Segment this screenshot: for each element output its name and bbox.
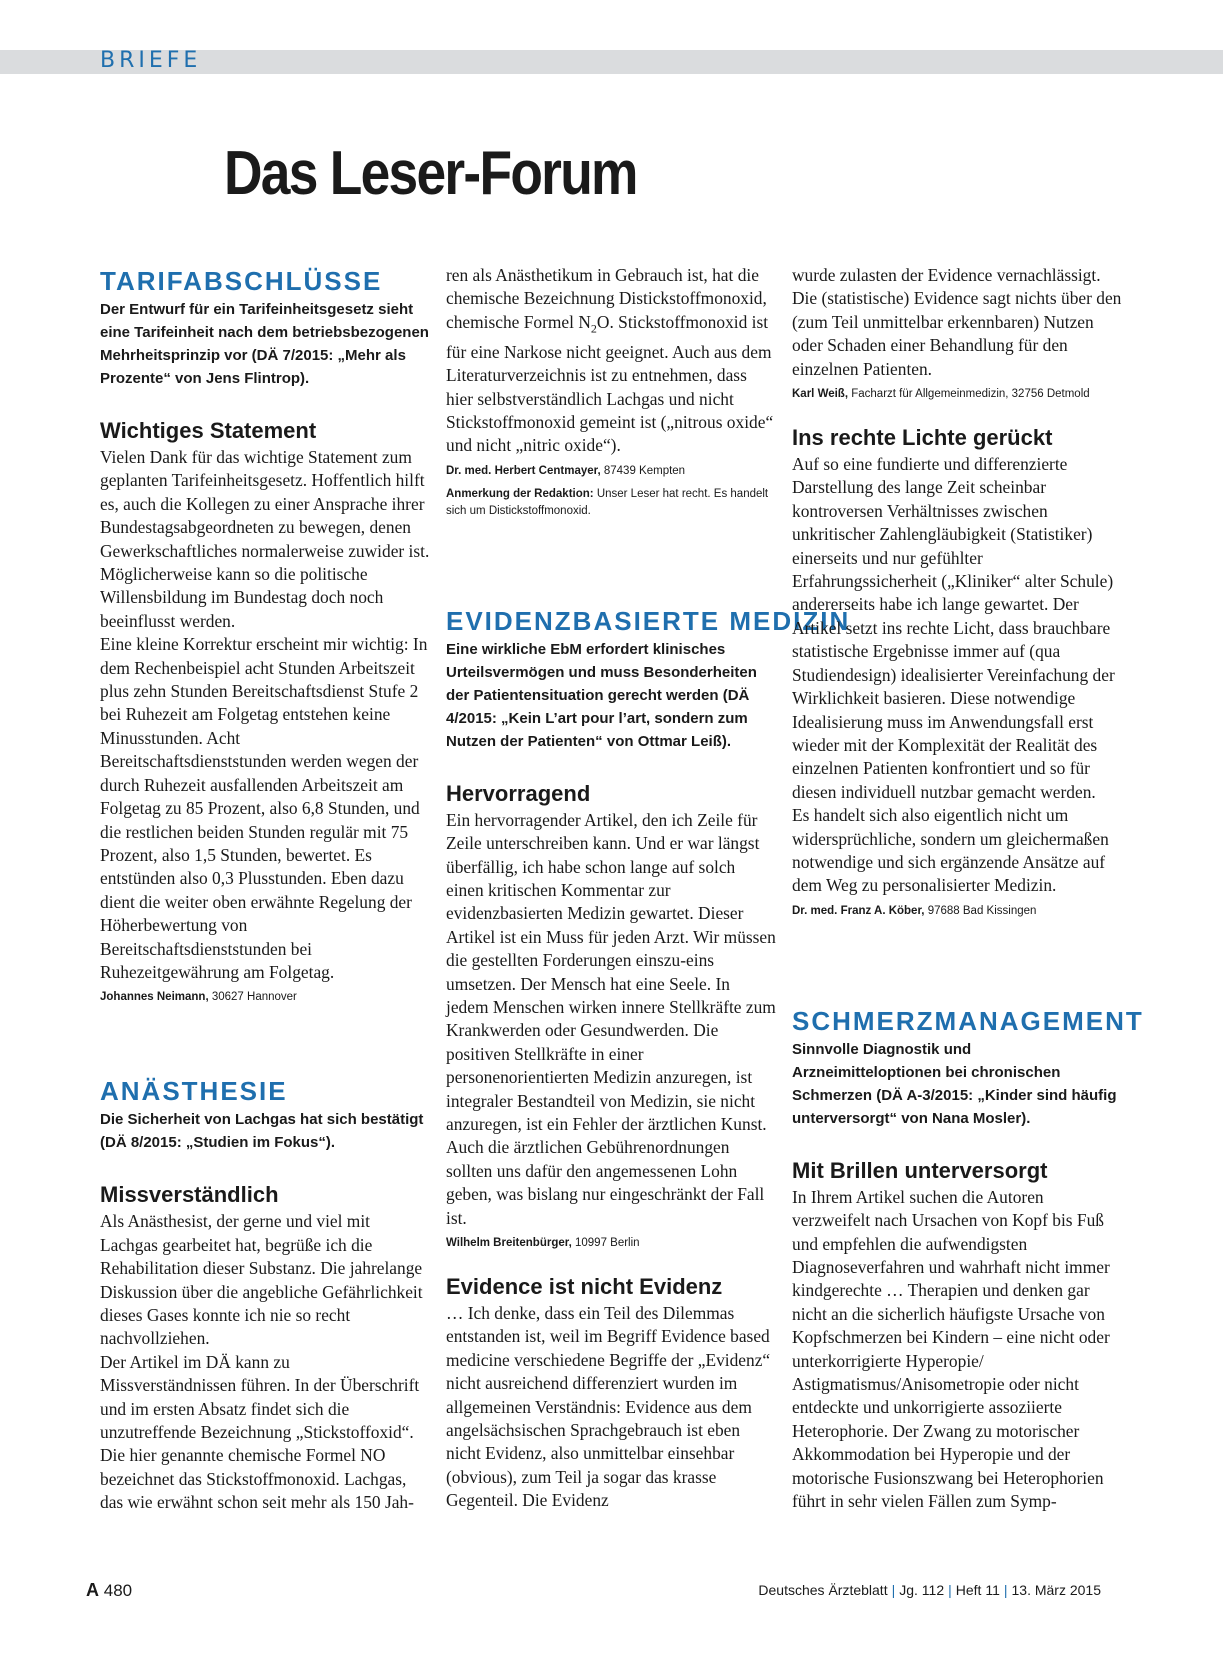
author-name: Dr. med. Franz A. Köber,	[792, 904, 925, 917]
letter-headline: Ins rechte Lichte gerückt	[792, 425, 1053, 451]
page-letter: A	[86, 1580, 99, 1600]
author-name: Karl Weiß,	[792, 388, 849, 401]
author-place: Facharzt für Allgemeinmedizin, 32756 Detmold	[851, 388, 1090, 401]
subscript: 2	[590, 321, 597, 336]
letter-body	[792, 264, 1122, 381]
letter-paragraph: Es handelt sich also eigentlich nicht um widersprüchliche, sondern um gleichermaßen notwendige und sich ergänzende Ansätze auf dem Weg zu personalisierter Medizin.	[792, 805, 1109, 896]
letter-paragraph: wurde zulasten der Evidence vernachlässigt. Die (statistische) Evidence sagt nichts über den (zum Teil unmittelbar erkennbaren) Nutzen oder Schaden einer Behandlung für den einzelnen Patienten.	[792, 265, 1122, 379]
topic-kicker-schmerz: SCHMERZMANAGEMENT	[792, 1005, 1144, 1036]
letter-signature	[100, 988, 430, 1006]
editor-note-label: Anmerkung der Redaktion:	[446, 487, 594, 500]
letter-headline: Mit Brillen unterversorgt	[792, 1157, 1048, 1183]
page-number-value: 480	[103, 1581, 133, 1600]
letter-paragraph: … Ich denke, dass ein Teil des Dilemmas entstanden ist, weil im Begriff Evidence based medicine verschiedene Begriffe der „Evidenz“ nicht ausreichend differenziert wurden im allgemeinen Verständnis: Evidence aus dem angelsächsischen Sprachgebrauch ist eben nicht Evidenz, also unmittelbar einsehbar (obvious), zum Teil ja sogar das krasse Gegenteil. Die Evidenz	[446, 1303, 771, 1511]
topic-kicker-tarif: TARIFABSCHLÜSSE	[100, 266, 383, 296]
letter-signature	[446, 462, 776, 480]
topic-lead-anaesthesie: Die Sicherheit von Lachgas hat sich bestätigt (DÄ 8/2015: „Studien im Fokus“).	[100, 1111, 424, 1152]
letter-paragraph: Auf so eine fundierte und differenzierte Darstellung des lange Zeit scheinbar kontroversen Verhältnisses zwischen unkritischer Zahlengläubigkeit (Statistiker) einerseits und nur gefühlter Erfahrungssicherheit („Kliniker“ alter Schule) andererseits habe ich lange gewartet. Der Artikel setzt ins rechte Licht, dass brauchbare statistische Ergebnisse immer auf (qua Studiendesign) idealisierter Vereinfachung der Wirklichkeit basieren. Diese notwendige Idealisierung muss im Anwendungsfall erst wieder mit der Komplexität der Realität des einzelnen Patienten konfrontiert und so für diesen individuell nutzbar gemacht werden.	[792, 454, 1115, 802]
topic-lead-ebm: Eine wirkliche EbM erfordert klinisches Urteilsvermögen und muss Besonderheiten der Patientensituation gerecht werden (DÄ 4/2015: „Kein L’art pour l’art, sondern zum Nutzen der Patienten“ von Ottmar Leiß).	[446, 640, 757, 750]
letter-body	[100, 446, 430, 984]
letter-paragraph: Der Artikel im DÄ kann zu Missverständnissen führen. In der Überschrift und im ersten Absatz findet sich die unzutreffende Bezeichnung „Stickstoffoxid“. Die hier genannte chemische Formel NO bezeichnet das Stickstoffmonoxid. Lachgas, das wie erwähnt schon seit mehr als 150 Jah-	[100, 1351, 420, 1513]
author-place: 10997 Berlin	[574, 1237, 640, 1250]
topic-kicker-ebm: EVIDENZBASIERTE MEDIZIN	[446, 605, 851, 636]
letter-headline: Missverständlich	[100, 1182, 279, 1208]
letter-headline: Hervorragend	[446, 780, 591, 806]
page-number	[86, 1580, 132, 1601]
letter-body	[446, 809, 776, 1230]
page-title: Das Leser-Forum	[224, 139, 637, 208]
letter-paragraph: In Ihrem Artikel suchen die Autoren verzweifelt nach Ursachen von Kopf bis Fuß und empfehlen die aufwendigsten Diagnoseverfahren und wahrhaft nicht immer kindgerechte … Therapien und denken gar nicht an die sicherlich häufigste Ursache von Kopfschmerzen bei Kindern – eine nicht oder unterkorrigierte Hyperopie/ Astigmatismus/Anisometropie oder nicht entdeckte und unkorrigierte assoziierte Heterophorie. Der Zwang zu motorischer Akkommodation bei Hyperopie und der motorische Fusionszwang bei Heterophorien führt in sehr vielen Fällen zum Symp-	[792, 1186, 1110, 1512]
section-label: BRIEFE	[100, 48, 202, 73]
author-place: 87439 Kempten	[603, 464, 686, 477]
separator: |	[1003, 1582, 1008, 1598]
letter-headline: Wichtiges Statement	[100, 418, 317, 443]
publication-date: 13. März 2015	[1011, 1582, 1101, 1598]
separator: |	[891, 1582, 896, 1598]
letter-paragraph: Vielen Dank für das wichtige Statement zum geplanten Tarifeinheitsgesetz. Hoffentlich hilft es, auch die Kollegen zu einer Ansprache ihrer Bundestagsabgeordneten zu bewegen, denen Gewerkschaftliches normalerweise zuwider ist. Möglicherweise kann so die politische Willensbildung im Bundestag doch noch beeinflusst werden.	[100, 447, 430, 631]
column-3	[792, 264, 1144, 1513]
editor-note-text: Unser Leser hat recht. Es handelt sich um Distickstoffmonoxid.	[446, 487, 769, 517]
journal-name: Deutsches Ärzteblatt	[758, 1582, 888, 1598]
letter-paragraph: Ein hervorragender Artikel, den ich Zeile für Zeile unterschreiben kann. Und er war längst überfällig, ich habe schon lange auf solch einen kritischen Kommentar zur evidenzbasierten Medizin gewartet. Dieser Artikel ist ein Muss für jeden Arzt. Wir müssen die gestellten Forderungen einszu-eins umsetzen. Der Mensch hat eine Seele. In jedem Menschen wirken innere Stellkräfte zum Krankwerden oder Gesundwerden. Die positiven Stellkräfte in einer personenorientierten Medizin anzuregen, ist integraler Bestandteil von Medizin, sie nicht anzuregen, ist ein Fehler der ärztlichen Kunst. Auch die ärztlichen Gebührenordnungen sollten uns dafür den angemessenen Lohn geben, was bislang nur eingeschränkt der Fall ist.	[446, 809, 776, 1228]
letter-body	[792, 1186, 1122, 1514]
topic-lead-tarif: Der Entwurf für ein Tarifeinheitsgesetz sieht eine Tarifeinheit nach dem betriebsbezogenen Mehrheitsprinzip vor (DÄ 7/2015: „Mehr als Prozente“ von Jens Flintrop).	[100, 301, 429, 387]
letter-signature	[792, 385, 1122, 403]
separator: |	[948, 1582, 952, 1598]
letter-body	[100, 1210, 430, 1514]
author-place: 30627 Hannover	[211, 991, 297, 1004]
letter-signature	[792, 902, 1122, 920]
topic-lead-schmerz: Sinnvolle Diagnostik und Arzneimitteloptionen bei chronischen Schmerzen (DÄ A-3/2015: „Kinder sind häufig unterversorgt“ von Nana Mosler).	[792, 1040, 1117, 1127]
letter-paragraph: Als Anästhesist, der gerne und viel mit Lachgas gearbeitet hat, begrüße ich die Rehabilitation dieser Substanz. Die jahrelange Diskussion über die angebliche Gefährlichkeit dieses Gases konnte ich nie so recht nachvollziehen.	[100, 1211, 423, 1349]
author-name: Johannes Neimann,	[100, 991, 209, 1004]
editor-note	[446, 486, 776, 520]
letter-body	[446, 1302, 776, 1513]
letter-body	[446, 264, 776, 458]
publication-info	[758, 1582, 1101, 1598]
letter-paragraph: ren als Anästhetikum in Gebrauch ist, hat die chemische Bezeichnung Distickstoffmonoxid, chemische Formel $N_2O$. Stickstoffmonoxid ist für eine Narkose nicht geeignet. Auch aus dem Literaturverzeichnis ist zu entnehmen, dass hier selbstverständlich Lachgas und nicht Stickstoffmonoxid gemeint ist („nitrous oxide“ und nicht „nitric oxide“).	[446, 265, 774, 456]
author-name: Dr. med. Herbert Centmayer,	[446, 464, 601, 477]
author-place: 97688 Bad Kissingen	[927, 904, 1037, 917]
topic-kicker-anaesthesie: ANÄSTHESIE	[100, 1076, 288, 1107]
letter-body	[792, 453, 1122, 898]
column-1	[100, 264, 430, 1515]
author-name: Wilhelm Breitenbürger,	[446, 1237, 572, 1250]
journal-volume: Jg. 112	[899, 1582, 945, 1598]
journal-issue: Heft 11	[955, 1582, 1000, 1598]
letter-signature	[446, 1234, 776, 1252]
letter-paragraph: Eine kleine Korrektur erscheint mir wichtig: In dem Rechenbeispiel acht Stunden Arbeitszeit plus zehn Stunden Bereitschaftsdienst Stufe 2 bei Ruhezeit am Folgetag entstehen keine Minusstunden. Acht Bereitschaftsdienststunden werden wegen der durch Ruhezeit ausfallenden Arbeitszeit am Folgetag zu 85 Prozent, also 6,8 Stunden, und die restlichen beiden Stunden regulär mit 75 Prozent, also 1,5 Stunden, bewertet. Es entstünden also 0,3 Plusstunden. Eben dazu dient die weiter oben erwähnte Regelung der Höherbewertung von Bereitschaftsdienststunden bei Ruhezeitgewährung am Folgetag.	[100, 634, 428, 982]
letter-headline: Evidence ist nicht Evidenz	[446, 1274, 723, 1300]
